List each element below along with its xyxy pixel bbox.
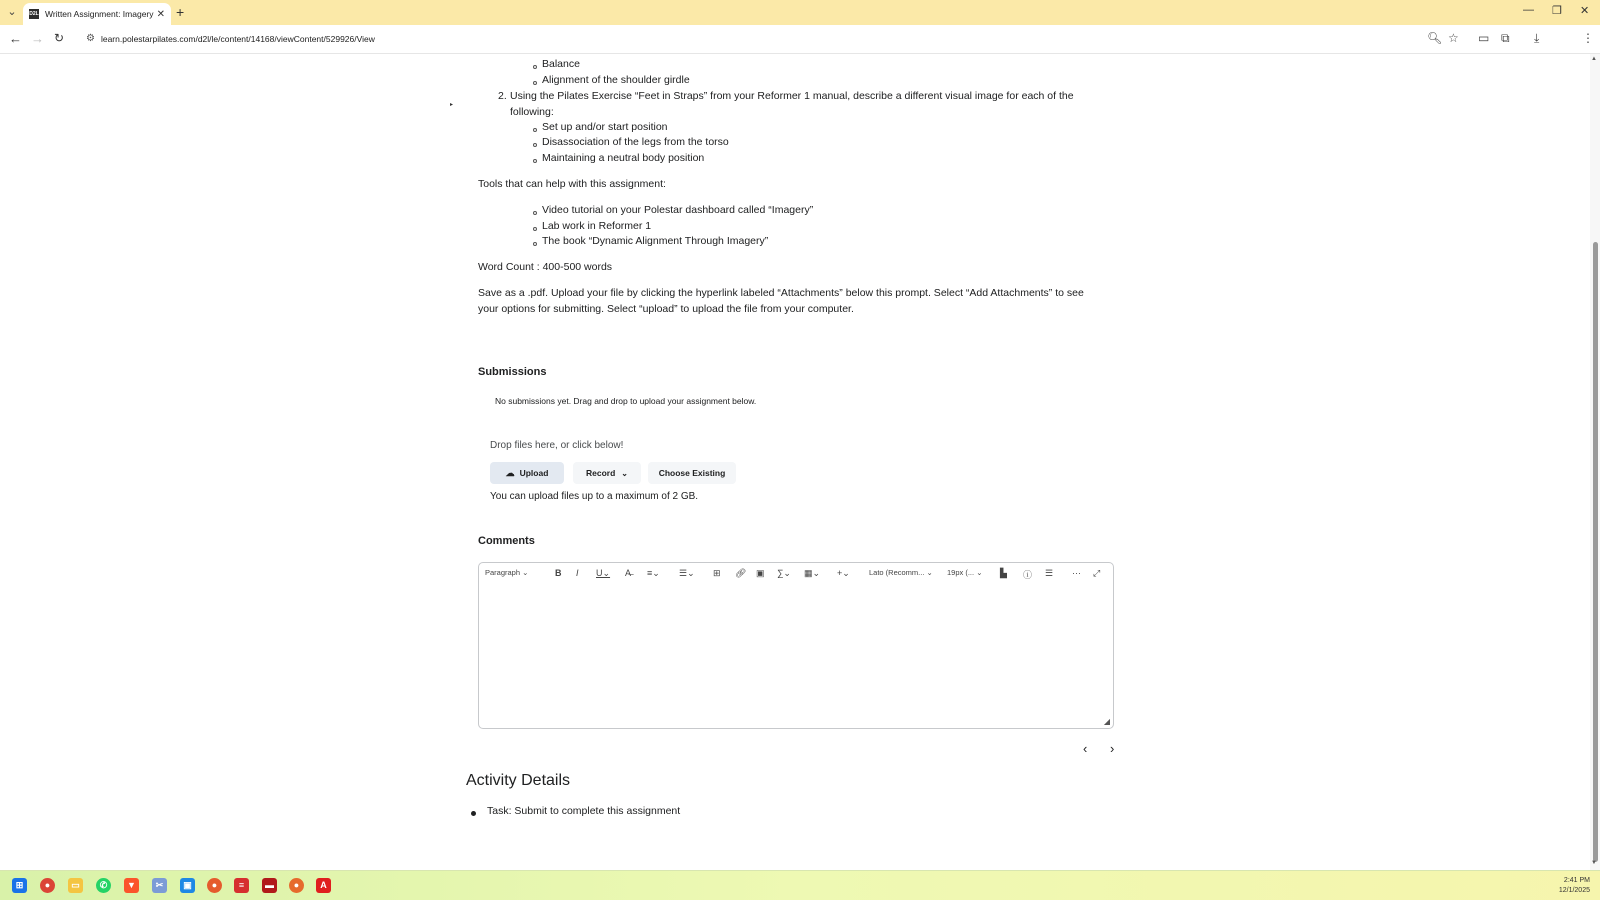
font-size-select[interactable]: 19px (... ⌄ [947, 568, 983, 577]
upload-label: Upload [519, 468, 549, 478]
list-bullet-icon [533, 128, 537, 132]
system-clock[interactable] [1559, 876, 1590, 896]
editor-toolbar [479, 563, 1113, 585]
whatsapp-icon[interactable]: ✆ [96, 878, 111, 893]
align-icon[interactable]: ≡⌄ [647, 568, 660, 578]
fullscreen-icon[interactable]: ⤢ [1093, 568, 1101, 578]
chevron-down-icon: ⌄ [621, 468, 628, 478]
comments-editor[interactable] [478, 562, 1114, 729]
equation-icon[interactable]: ∑⌄ [777, 568, 791, 578]
screen-app-icon[interactable]: ▣ [180, 878, 195, 893]
word-count: Word Count : 400-500 words [478, 261, 613, 273]
list-item: Disassociation of the legs from the torso [542, 136, 729, 148]
collapse-arrow-icon[interactable]: ▸ [450, 102, 454, 108]
new-tab-icon[interactable]: + [176, 4, 185, 20]
previous-icon[interactable]: ‹ [1083, 741, 1088, 756]
translate-icon[interactable]: ▭ [1478, 31, 1490, 45]
list-item-text: Using the Pilates Exercise “Feet in Straps” from your Reformer 1 manual, describe a different visual image for each of the [510, 90, 1074, 102]
reload-icon[interactable]: ↻ [54, 31, 65, 45]
list-bullet-icon [533, 81, 537, 85]
bookmark-star-icon[interactable]: ☆ [1448, 31, 1459, 45]
cloud-upload-icon: ☁ [505, 467, 515, 478]
italic-icon[interactable]: I [576, 568, 579, 578]
list-bullet-icon [533, 211, 537, 215]
acrobat-icon[interactable]: A [316, 878, 331, 893]
chrome-icon[interactable]: ● [40, 878, 55, 893]
activity-task: Task: Submit to complete this assignment [487, 805, 681, 817]
list-item-text: following: [510, 106, 554, 118]
windows-taskbar [0, 870, 1600, 900]
browser-title-bar [0, 0, 1600, 25]
font-family-select[interactable]: Lato (Recomm... ⌄ [869, 568, 933, 577]
zoom-icon[interactable]: 🔍︎ [1427, 31, 1443, 45]
instructions-text: Save as a .pdf. Upload your file by clicking the hyperlink labeled “Attachments” below this prompt. Select “Add Attachments” to see [478, 287, 1084, 299]
d2l-favicon-icon: D2L [29, 11, 39, 17]
scroll-down-icon[interactable]: ▼ [1591, 860, 1597, 866]
file-explorer-icon[interactable]: ▭ [68, 878, 83, 893]
scroll-up-icon[interactable]: ▲ [1591, 56, 1597, 62]
choose-existing-button[interactable] [648, 462, 736, 484]
choose-existing-label: Choose Existing [658, 468, 726, 478]
tab-close-icon[interactable]: ✕ [156, 8, 165, 20]
image-icon[interactable]: ▣ [756, 568, 765, 578]
brave-icon[interactable]: ▼ [124, 878, 139, 893]
next-icon[interactable]: › [1110, 741, 1115, 756]
insert-stuff-icon[interactable]: ⊞ [713, 568, 721, 578]
file-drop-zone[interactable] [478, 434, 1110, 524]
close-window-icon[interactable]: ✕ [1580, 5, 1590, 17]
minimize-icon[interactable]: — [1523, 4, 1534, 16]
list-bullet-icon [533, 143, 537, 147]
record-button[interactable] [573, 462, 641, 484]
list-icon[interactable]: ☰⌄ [679, 568, 695, 578]
tab-title: Written Assignment: Imagery [45, 9, 154, 19]
upload-limit-text: You can upload files up to a maximum of 2 GB. [490, 491, 699, 502]
more-options-icon[interactable]: ··· [1072, 568, 1081, 578]
tab-search-icon[interactable]: ⌄ [7, 6, 17, 18]
upload-button[interactable] [490, 462, 564, 484]
bold-icon[interactable]: B [555, 568, 562, 578]
submissions-empty-text: No submissions yet. Drag and drop to upload your assignment below. [495, 396, 757, 406]
windows-start-icon[interactable]: ⊞ [12, 878, 27, 893]
format-select[interactable]: Paragraph ⌄ [485, 568, 529, 577]
link-icon[interactable]: 🔗︎ [735, 568, 747, 578]
list-number: 2. [498, 90, 507, 102]
address-bar [0, 25, 1600, 54]
snipping-tool-icon[interactable]: ✂ [152, 878, 167, 893]
list-item: Balance [542, 58, 580, 70]
drop-text: Drop files here, or click below! [490, 440, 624, 451]
list-item: Video tutorial on your Polestar dashboard called “Imagery” [542, 204, 814, 216]
clock-time: 2:41 PM [1563, 877, 1590, 884]
list-item: The book “Dynamic Alignment Through Imagery” [542, 235, 769, 247]
list-bullet-icon [471, 811, 476, 816]
list-item: Maintaining a neutral body position [542, 152, 705, 164]
list-item: Alignment of the shoulder girdle [542, 74, 690, 86]
url-field[interactable] [86, 33, 375, 44]
url-text: learn.polestarpilates.com/d2l/le/content/14168/viewContent/529926/View [100, 33, 375, 44]
app-icon-red[interactable]: ▬ [262, 878, 277, 893]
comments-heading: Comments [478, 535, 535, 547]
vertical-scrollbar[interactable] [1590, 54, 1600, 870]
app-icon[interactable]: ≡ [234, 878, 249, 893]
format-painter-icon[interactable]: ▙ [1000, 568, 1007, 578]
table-icon[interactable]: ▦⌄ [804, 568, 821, 578]
list-item: Set up and/or start position [542, 121, 668, 133]
submissions-heading: Submissions [478, 366, 547, 378]
clock-date: 12/1/2025 [1558, 887, 1590, 894]
list-bullet-icon [533, 159, 537, 163]
underline-icon[interactable]: U⌄ [596, 568, 611, 578]
list-bullet-icon [533, 227, 537, 231]
accessibility-icon[interactable]: ⓘ [1023, 570, 1033, 580]
back-icon[interactable]: ← [9, 31, 22, 46]
list-item: Lab work in Reformer 1 [542, 220, 652, 232]
resize-handle-icon[interactable]: ◢ [1103, 717, 1110, 726]
instructions-text: your options for submitting. Select “upload” to upload the file from your computer. [478, 303, 854, 315]
strikethrough-icon[interactable]: A̶ [625, 568, 632, 578]
activity-details-heading: Activity Details [466, 772, 571, 789]
forward-icon[interactable]: → [31, 31, 44, 46]
list-bullet-icon [533, 65, 537, 69]
tools-heading: Tools that can help with this assignment: [478, 178, 666, 190]
scrollbar-thumb[interactable] [1593, 242, 1598, 862]
download-icon[interactable]: ⤓ [1534, 31, 1540, 45]
menu-kebab-icon[interactable]: ⋮ [1582, 31, 1594, 45]
site-info-icon[interactable]: ⚙ [86, 33, 95, 44]
list-bullet-icon [533, 242, 537, 246]
firefox-alt-icon[interactable]: ● [289, 878, 304, 893]
firefox-icon[interactable]: ● [207, 878, 222, 893]
word-count-icon[interactable]: ☰ [1045, 568, 1054, 578]
page-content [0, 54, 1590, 870]
insert-plus-icon[interactable]: +⌄ [837, 568, 850, 578]
restore-icon[interactable]: ❐ [1552, 5, 1562, 17]
record-label: Record [586, 468, 616, 478]
extensions-icon[interactable]: ⧉ [1501, 31, 1510, 45]
browser-tab[interactable] [23, 3, 171, 25]
